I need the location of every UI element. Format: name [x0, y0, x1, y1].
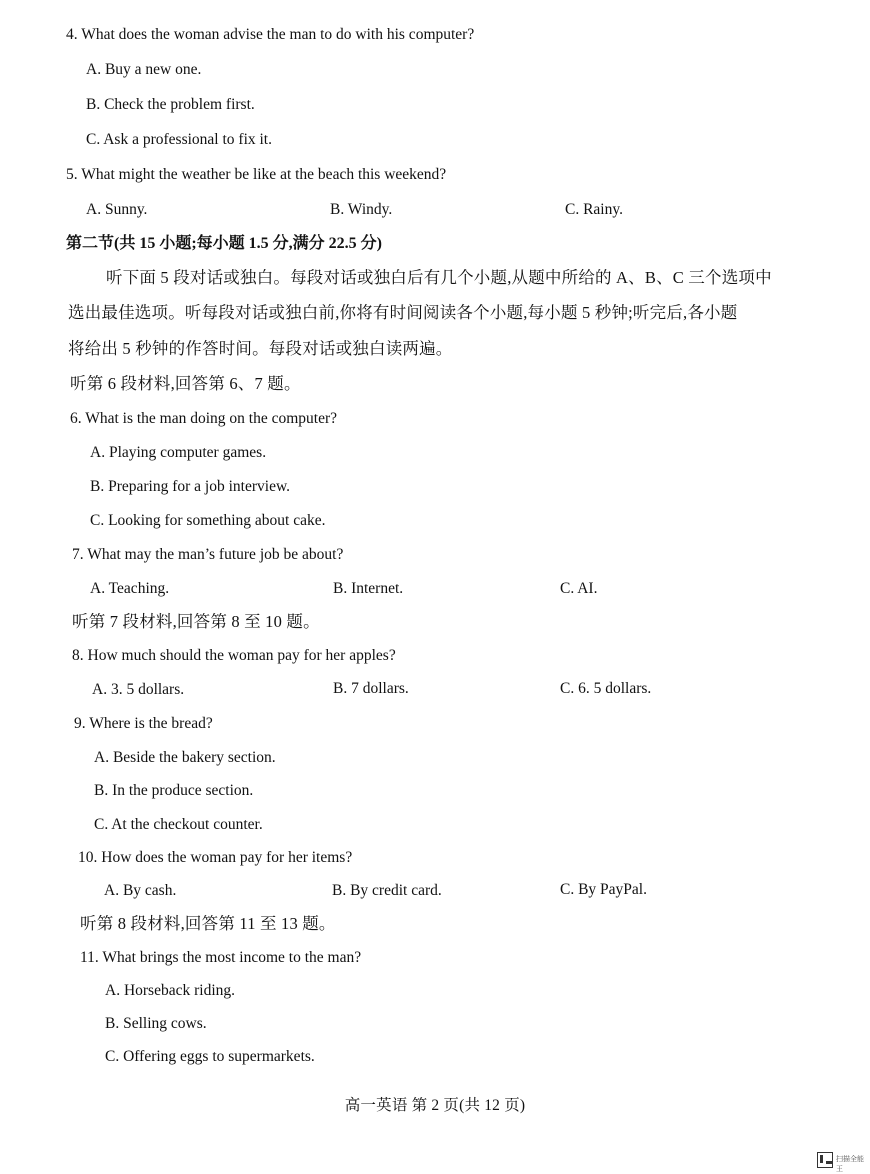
q8-option-b: B. 7 dollars.: [333, 680, 409, 697]
q8-option-a: A. 3. 5 dollars.: [92, 681, 185, 698]
q4-option-c: C. Ask a professional to fix it.: [86, 131, 272, 148]
q4-option-b: B. Check the problem first.: [86, 96, 255, 113]
q5-option-a: A. Sunny.: [86, 201, 148, 218]
instructions-line-3: 将给出 5 秒钟的作答时间。每段对话或独白读两遍。: [68, 339, 453, 358]
q9-option-b: B. In the produce section.: [94, 782, 254, 799]
question-11: 11. What brings the most income to the man?: [80, 949, 362, 966]
material-8-heading: 听第 8 段材料,回答第 11 至 13 题。: [80, 914, 336, 933]
q11-option-a: A. Horseback riding.: [105, 982, 235, 999]
q9-option-c: C. At the checkout counter.: [94, 816, 263, 833]
question-8: 8. How much should the woman pay for her apples?: [72, 647, 396, 664]
question-7: 7. What may the man’s future job be about?: [72, 546, 344, 563]
q10-option-a: A. By cash.: [104, 882, 177, 899]
q4-option-a: A. Buy a new one.: [86, 61, 202, 78]
q8-option-c: C. 6. 5 dollars.: [560, 680, 652, 697]
q6-option-a: A. Playing computer games.: [90, 444, 267, 461]
page-footer: 高一英语 第 2 页(共 12 页): [344, 1097, 526, 1114]
q10-option-c: C. By PayPal.: [560, 881, 647, 898]
question-5: 5. What might the weather be like at the beach this weekend?: [66, 166, 447, 183]
q6-option-b: B. Preparing for a job interview.: [90, 478, 291, 495]
material-7-heading: 听第 7 段材料,回答第 8 至 10 题。: [72, 612, 320, 631]
q9-option-a: A. Beside the bakery section.: [94, 749, 276, 766]
q11-option-b: B. Selling cows.: [105, 1015, 207, 1032]
q5-option-c: C. Rainy.: [565, 201, 623, 218]
q5-option-b: B. Windy.: [330, 201, 393, 218]
scanner-watermark: 扫描全能王: [836, 1155, 864, 1173]
q7-option-b: B. Internet.: [333, 580, 404, 597]
q11-option-c: C. Offering eggs to supermarkets.: [105, 1048, 315, 1065]
qr-code-icon: [817, 1152, 833, 1168]
instructions-line-2: 选出最佳选项。听每段对话或独白前,你将有时间阅读各个小题,每小题 5 秒钟;听完后,各小题: [68, 303, 738, 322]
material-6-heading: 听第 6 段材料,回答第 6、7 题。: [70, 374, 301, 393]
question-4: 4. What does the woman advise the man to do with his computer?: [66, 26, 475, 43]
question-6: 6. What is the man doing on the computer?: [70, 410, 338, 427]
q7-option-a: A. Teaching.: [90, 580, 170, 597]
instructions-line-1: 听下面 5 段对话或独白。每段对话或独白后有几个小题,从题中所给的 A、B、C 三个选项中: [106, 268, 772, 287]
q10-option-b: B. By credit card.: [332, 882, 442, 899]
question-10: 10. How does the woman pay for her items?: [78, 849, 353, 866]
question-9: 9. Where is the bread?: [74, 715, 213, 732]
section-2-title: 第二节(共 15 小题;每小题 1.5 分,满分 22.5 分): [66, 235, 382, 252]
q6-option-c: C. Looking for something about cake.: [90, 512, 326, 529]
q7-option-c: C. AI.: [560, 580, 598, 597]
